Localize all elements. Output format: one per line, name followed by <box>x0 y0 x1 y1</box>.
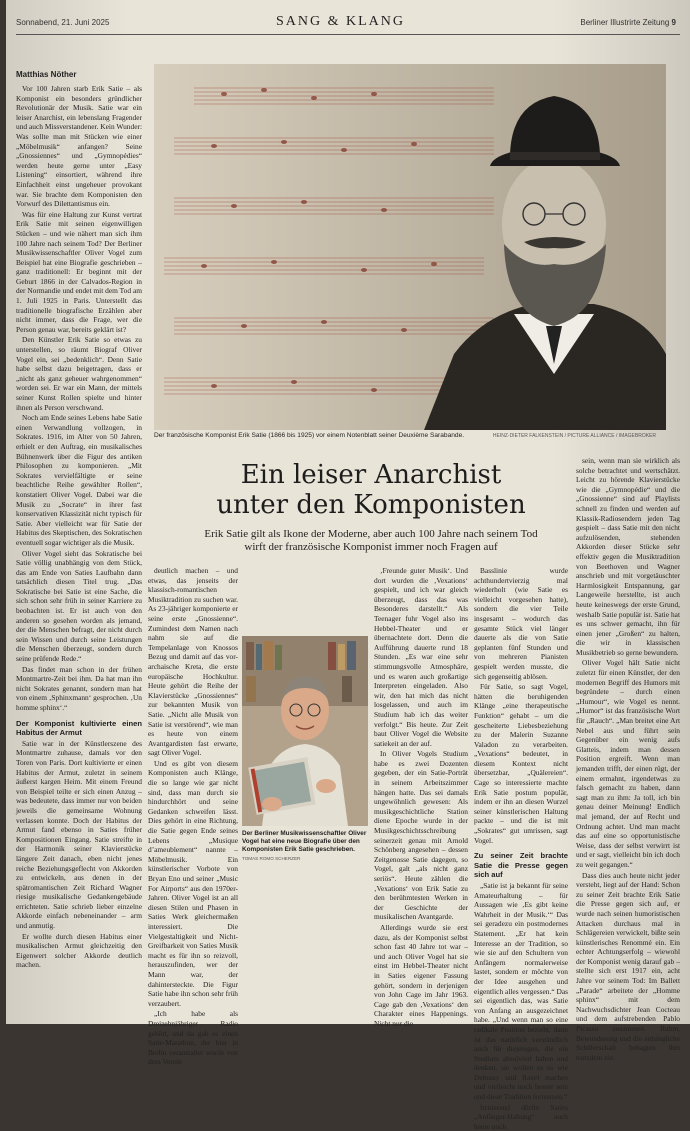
col5-para: Dass dies auch heute nicht jeder versteht, liegt auf der Hand: Schon zu seiner Zeit brachte Erik Satie die Presse gegen sich auf, er wurde nach seinen humoristischen Attacken durchaus mal in Schlägereien verwickelt, bißte sein künstlerisches Renommé ein. Ein echter Achtungserfolg – wiewohl der Komponist wenig darauf gab – stellte sich erst 1917 ein, acht Jahre vor seinem Tod: Im Ballett „Parade“ arbeitete der „Homme sphinx“ mit dem Nachwuchsdichter Jean Cocteau und dem aufstrebenden Pablo Picasso zusammen. Ruhm, Bewunderung und die anhängliche Schülerschaft behagten ihm trotzdem nie. <box>576 870 680 1062</box>
col4-para: Irritierend dürfte Saties „Anfänger-Haltung“ auch heute noch <box>474 1102 568 1131</box>
headline-line-1: Ein leiser Anarchist <box>240 460 502 490</box>
oliver-vogel-photo <box>242 636 368 826</box>
headline-line-2: unter den Komponisten <box>216 490 526 520</box>
hero-credit: HEINZ-DIETER FALKENSTEIN / PICTURE ALLIANCE / IMAGEBROKER <box>492 433 656 439</box>
deck-line-1: Erik Satie gilt als Ikone der Moderne, aber auch 100 Jahre nach seinem Tod <box>204 528 538 540</box>
hero-caption: Der französische Komponist Erik Satie (1866 bis 1925) vor einem Notenblatt seiner Deuxième Sarabande. <box>154 432 465 439</box>
col4-para: Für Satie, so sagt Vogel, hätten die beruhigenden Klänge „eine therapeutische Funktion“ gehabt – um die gescheiterte Liebesbeziehung zu der Malerin Suzanne Valadon zu verarbeiten. „Vexations“ bedeutet, in diesem Kontext nicht übersetzbar, „Quälereien“. Cage so interessierte machte Erik Satie postum populär, indem er ihn an diesen Wurzel seiner künstlerischen Haltung packte – und die ist mit „Sokrates“ gut umrissen, sagt Vogel. <box>474 682 568 845</box>
col4-para: „Satie ist ja bekannt für seine Amateurhaltung – für Aussagen wie ‚Es gibt keine Wahrheit in der Musik.‘“ Das sei geradezu ein postmodernes Statement. „Er hat kein Interesse an der Tradition, so wie sie auf den Schultern von Anfängern normalerweise lastet, sondern er möchte von der Idee ausgehen und eigentlich alles vergessen.“ Das sei eigentlich das, was Satie von Anfang an ausgezeichnet habe. „Und wenn man so eine radikale Position bezieht, dann ist das natürlich verständlich auch für diejenigen, die ein Studium absolviert haben und denken, sie wollen es so wie Debussy und Ravel machen und vielleicht noch besser sein und diese Tradition fortsetzen.“ <box>474 881 568 1102</box>
column-2 <box>148 566 238 1067</box>
col3-para: Allerdings wurde sie erst dazu, als der Komponist selbst schon fast 40 Jahre tot war – und auch Oliver Vogel hat sie einst im Hebbel-Theater nicht in Saties eigener Fassung gehört, sondern in derjenigen von John Cage im Jahr 1963. Cage gab den ‚Vexations‘ den Charakter eines Happenings. Nicht nur die <box>374 922 468 1028</box>
portrait-caption-text: Der Berliner Musikwissenschaftler Oliver Vogel hat eine neue Biografie über den Komponisten Erik Satie geschrieben. <box>242 830 367 853</box>
col3-para: ‚Freunde guter Musik‘. Und dort wurden die ‚Vexations‘ gespielt, und ich war gleich überzeugt, dass das was Besonderes darstellt.“ Als Teenager fuhr Vogel also ins Hebbel-Theater und er übernachtete dort. Denn die Aufführung dauerte rund 18 Stunden. „Es war eine sehr stimmungsvolle Atmosphäre, und es waren auch großartige Interpreten eingeladen. Also wir, den hat mich das nicht losgelassen, und auch im Studium hab ich das weiter verfolgt.“ Bis heute. Zur Zeit baut Oliver Vogel die Website satiekeit an der auf. <box>374 566 468 748</box>
column-5 <box>576 456 680 1062</box>
col1-para: Noch am Ende seines Lebens habe Satie einen Verwandlung vollzogen, in Sokrates. 1916, im Alter von 50 Jahren, erhielt er den Auftrag, ein musikalisches Bühnenwerk über die Figur des antiken Philosophen zu komponieren. „Mit Sokrates vervielfältigte er seine beachtliche Reihe gewählter Rollen“, konstatiert Oliver Vogel. Dabei war die Musik zu „Socrate“ in ihrer fast konservativen Klassizität nicht typisch für Satie. Aber vielleicht war für Satie der Habitus des Skeptischen, des Sokratischen eventuell sogar wichtiger als die Musik. <box>16 413 142 547</box>
col2-para: deutlich machen – und etwas, das jenseits der klassisch-romantischen Musiktradition zu suchen war. As 23-jähriger komponierte er seine erste „Gnossienne“. Zumindest dem Namen nach nahm sie auf die Tempelanlage von Knossos Bezug und damit auf das vor-archaische Kreta, die erste europäische Hochkultur. Heute gehört die Reihe der Klavierstücke „Gnossiennes“ zur bekannten Musik von Satie. „Nicht alle Musik von Satie ist verstörend“, wie man es heute von einem Avantgardisten fast erwarte, sagt Oliver Vogel. <box>148 566 238 758</box>
page-number: 9 <box>671 18 676 27</box>
author-byline: Matthias Nöther <box>16 70 77 79</box>
col1-para: Was für eine Haltung zur Kunst vertrat Erik Satie mit seinen eigenwilligen Stücken – und wie nähert man sich ihm 100 Jahre nach seinem Tod? Der Berliner Musikwissenschaftler Oliver Vogel zum Beispiel hat eine Biografie geschrieben – ganz traditionell: Er beginnt mit der Geburt 1866 in der Calvados-Region in der Normandie und endet mit dem Tod am 1. Juli 1925 in Paris. Unterstellt das traditionelle biografische Erzählen aber nicht immer, dass die Frage, wer die Person genau war, bereits geklärt ist? <box>16 209 142 334</box>
subheading: Der Komponist kultivierte einen Habitus der Armut <box>16 718 142 738</box>
col3-para: In Oliver Vogels Studium habe es zwei Dozenten gegeben, der ein Satie-Porträt in seinem Arbeitszimmer hängen hatte. Das sei damals ungewöhnlich gewesen: Als musikgeschichtliche Station diene Epoche wurde in der Musikgeschichtsschreibung seinerzeit genau mit Arnold Schönberg angesehen – dessen Zeitgenosse Satie dagegen, so Vogel, galt „als nicht ganz seriös“. Heute zählen die ‚Vexations‘ von Erik Satie zu den berühmtesten Werken in der Geschichte der musikalischen Avantgarde. <box>374 749 468 922</box>
header-rule <box>16 34 680 35</box>
portrait-credit: TOMAS ROMO SCHERZER <box>242 856 301 861</box>
article-headline <box>146 460 596 520</box>
col1-para: Oliver Vogel sieht das Sokratische bei Satie völlig unabhängig von dem Stück, das am Ende von Saties Laufbahn dann tatsächlich diesen Titel trug. „Das Sokratische bei Satie ist eine Sache, die sich schon sehr früh in seiner Karriere zu beobachten ist. Er ist auch von den anderen so gesehen worden als jemand, der die Menschen befragt, der nicht durch sein Wissen und durch seine Leistungen die Menschen überzeugt, sondern durch seine prüfende Rede.“ <box>16 548 142 664</box>
column-1 <box>16 84 142 1020</box>
deck-line-2: wirft der französische Komponist immer noch Fragen auf <box>244 541 498 553</box>
newspaper-page <box>6 0 690 1131</box>
article-deck <box>166 528 576 554</box>
col5-para: sein, wenn man sie wirklich als solche betrachtet und wertschätzt. Leicht zu hörende Klavierstücke wie die „Gymnopédie“ und die „Gnossienne“ sind auf Playlists schnell zu finden und werden auf Klassik-Radiosendern jeden Tag gespielt – dass Satie mit den nicht aufzulösenden, stehenden Akkorden dieser Stücke sehr effektiv gegen die Musiktradition von Beethoven und Wagner anschrieb und mit vorgetäuschter Harmlosigkeit Entspannung, gar Langeweile herstellte, ist auch heute keineswegs der erste Grund, weshalb Satie populär ist. Satie hat es uns schwer gemacht, ihn für einen jener „Großen“ zu halten, die wir in klassischen Musikbetrieb so gerne bewundern. <box>576 456 680 657</box>
col1-para: Satie war in der Künstlerszene des Montmartre zuhause, damals vor den Toren von Paris. Dort kultivierte er einen Habitus der Armut, zuletzt in seinem äußerst kargen Heim. Mit einem Freund von Beispiel teilte er sich einen Anzug – was bedeutete, dass immer nur von beiden jeweils die gemeinsame Wohnung verlassen konnte. Doch der Habitus der Armut fand ebenso in Saties früher Kompositionen Eingang. Satie streifte in der Harmonik seiner Klavierstücke längere Zeit danach, eben nicht jenes reiche Beziehungsgeflecht von Akkorden zu entwickeln, aus denen in der spätromantischen Zeit Richard Wagner riesige musikalische Gedankengebäude errichteten. Satie schrieb lieber einzelne Akkorde einfach nebeneinander – arm und anmutig. <box>16 738 142 931</box>
issue-date: Sonnabend, 21. Juni 2025 <box>16 18 110 27</box>
paper-name: Berliner Illustrirte Zeitung <box>580 18 670 27</box>
paper-name-page <box>580 18 676 27</box>
portrait-photo <box>242 636 368 826</box>
col1-para: Vor 100 Jahren starb Erik Satie – als Komponist ein besonders gründlicher Revolutionär der Musik. Satie war ein leiser Anarchist, ein lebenslang Fragender und auch Missverstandener. Kein Wunder: Was sollte man mit Stücken wie einer „Möbelmusik“ anfangen? Seine „Gnossiennes“ und „Gymnopédies“ werden heute gerne unter „Easy Listening“ einsortiert, während ihre Einfachheit einst ungeheuer provokant war. Sie brachte dem Komponisten den Vorwurf des Dilettantismus ein. <box>16 84 142 209</box>
hero-photo <box>154 64 666 430</box>
column-3 <box>374 566 468 1028</box>
col4-para: Basslinie wurde achthundertvierzig mal wiederholt (wie Satie es vielleicht vorgesehen hatte), sondern die vier Teile insgesamt – wodurch das gesamte Stück viel länger dauerte als die von Satie geplanten fünf Stunden und von mehreren Pianisten gespielt werden musste, die sich gegenseitig ablösen. <box>474 566 568 681</box>
col5-para: Oliver Vogel hält Satie nicht zuletzt für einen Künstler, der den modernen Begriff des Humors mit begründete – durch einen „Humour“, wie Vogel es nennt. „Humor“ ist das französische Wort für „Rauch“. „Man breitet eine Art Nebel aus und führt sein Gegenüber ein wenig aufs Glatteis, indem man dessen Position ergreift. Wenn man jemanden trifft, der einen rügt, der einem ermahnt, irgendetwas zu falsch gemacht zu haben, dann sagt man zu ihm: Ja toll, ich bin genau deiner Meinung! Endlich mal jemand, der auf Recht und Ordnung achtet. Und man macht das auf eine so opportunistische Weise, dass der selbst verwirrt ist und er sagt, vielleicht bin ich doch zu weit gegangen.“ <box>576 658 680 869</box>
section-title: SANG & KLANG <box>276 14 405 29</box>
col1-para: Den Künstler Erik Satie so etwas zu unterstellen, so räumt Biograf Oliver Vogel ein, sei „bedenklich“. Denn Satie habe selbst dazu beigetragen, dass er „nicht als ganz geheuer wahrgenommen“ worden sei. Er war ein Mann, der mittels seiner Kunst Rollen spielte und hinter ihnen als Person verschwand. <box>16 335 142 412</box>
column-4 <box>474 566 568 1131</box>
subheading: Zu seiner Zeit brachte Satie die Presse gegen sich auf <box>474 851 568 880</box>
col2-para: „Ich habe als Dreizehnjähriger Radio gehört, und da gab es einen Satie-Marathon, der hier in Berlin veranstaltet wurde von dem Verein <box>148 1009 238 1067</box>
col1-para: Er wollte durch diesen Habitus einer musikalischen Armut gleichzeitig den Eigenwert solcher Akkorde deutlich machen. <box>16 931 142 970</box>
col2-para: Und es gibt von diesem Komponisten auch Klänge, die so lange wie gar nicht sind, dass man durch sie hindurchhört und seine Gedanken schweifen lässt. Dies gehört in eine Richtung, die Satie gegen Ende seines Lebens „Musique d’ameublement“ nannte – Möbelmusik. Ein künstlerischer Vorbote von Bryan Eno und seiner „Music For Airports“ aus den 1970er-Jahren. Oliver Vogel ist an all diesen Stilen und Phasen in Saties Werk gleichermaßen interessiert. Die Vielgestaltigkeit und Nicht-Greifbarkeit von Saties Musik macht es für ihn so reizvoll, herauszufinden, wer der Mann war, der dahintersteckte. Die Figur Satie habe ihn schon sehr früh verzaubert. <box>148 758 238 1008</box>
satie-portrait-illustration <box>154 64 666 430</box>
col1-para: Das findet man schon in der frühen Montmartre-Zeit bei ihm. Da hat man ihn nicht Sokrates genannt, sondern man hat von einem ‚Sphinxmann‘ gesprochen. ‚Un homme sphinx‘.“ <box>16 664 142 712</box>
portrait-caption <box>242 830 368 863</box>
